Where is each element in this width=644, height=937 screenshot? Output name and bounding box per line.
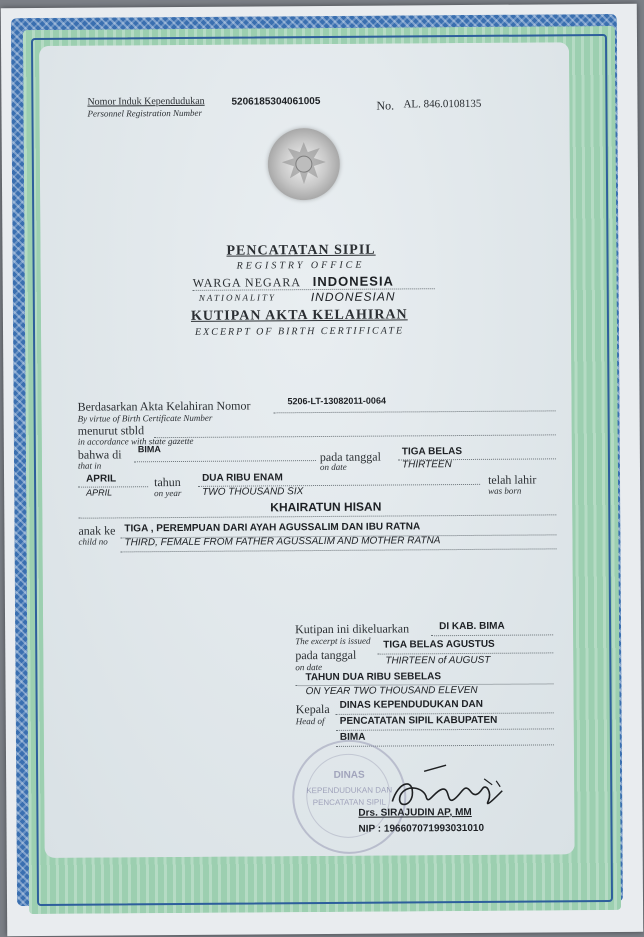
on-date-value: TIGA BELAS [401, 446, 463, 458]
garuda-seal-icon [268, 128, 341, 201]
on-date-line [398, 458, 556, 460]
stamp-line-3: PENCATATAN SIPIL [312, 797, 386, 808]
child-no-label-en: child no [78, 536, 108, 547]
that-in-value: BIMA [137, 444, 161, 455]
on-date-value-en: THIRTEEN [401, 459, 452, 471]
issue-year-value-en: ON YEAR TWO THOUSAND ELEVEN [305, 684, 478, 698]
issue-date-value: TIGA BELAS AGUSTUS [383, 638, 495, 651]
based-line [274, 410, 556, 413]
document-title: KUTIPAN AKTA KELAHIRAN [190, 307, 408, 324]
name-line [78, 514, 556, 518]
head-label-en: Head of [295, 715, 325, 727]
issue-date-value-en: THIRTEEN of AUGUST [385, 654, 491, 667]
nik-label-en: Personnel Registration Number [87, 107, 203, 119]
stamp-line-2: KEPENDUDUKAN DAN [306, 785, 393, 796]
stbld-line [154, 434, 556, 438]
office-title-en: REGISTRY OFFICE [236, 259, 365, 272]
issue-date-label-en: on date [295, 662, 323, 673]
official-name: Drs. SIRAJUDIN AP, MM [358, 806, 472, 819]
on-date-label-en: on date [319, 461, 347, 473]
year-value-en: TWO THOUSAND SIX [202, 486, 304, 498]
document-title-en: EXCERPT OF BIRTH CERTIFICATE [194, 325, 405, 338]
issued-label-en: The excerpt is issued [295, 635, 371, 647]
based-label-en: By virtue of Birth Certificate Number [77, 412, 213, 424]
issued-line [431, 634, 553, 636]
child-no-value-en: THIRD, FEMALE FROM FATHER AGUSSALIM AND MOTHER RATNA [124, 535, 441, 549]
office-title: PENCATATAN SIPIL [226, 242, 376, 259]
month-line [78, 486, 148, 487]
head-line-2: PENCATATAN SIPIL KABUPATEN [339, 714, 498, 727]
that-in-line [134, 460, 316, 462]
head-line-1: DINAS KEPENDUDUKAN DAN [339, 698, 484, 711]
month-value: APRIL [86, 473, 117, 485]
nik-value: 5206185304061005 [231, 96, 321, 108]
no-label: No. [376, 98, 395, 113]
that-in-label: bahwa di [77, 447, 122, 462]
year-value: DUA RIBU ENAM [202, 472, 283, 484]
on-date-label: pada tanggal [319, 449, 381, 465]
year-label-en: on year [154, 487, 182, 499]
based-label: Berdasarkan Akta Kelahiran Nomor [77, 398, 251, 414]
head-label: Kepala [295, 701, 330, 717]
month-value-en: APRIL [86, 487, 113, 498]
child-name: KHAIRATUN HISAN [270, 499, 382, 515]
nationality-label-en: NATIONALITY [198, 292, 277, 303]
head-line-b [336, 728, 554, 731]
stbld-label-en: in accordance with state gazette [77, 435, 194, 447]
child-line-2 [121, 548, 557, 552]
child-no-value: TIGA , PEREMPUAN DARI AYAH AGUSSALIM DAN IBU RATNA [124, 521, 421, 535]
certificate-paper [1, 4, 643, 936]
nationality-value-en: INDONESIAN [310, 289, 396, 305]
that-in-label-en: that in [77, 460, 102, 471]
born-label-en: was born [488, 485, 522, 496]
stamp-line-1: DINAS [333, 769, 365, 781]
certificate-field [39, 42, 575, 858]
nik-label: Nomor Induk Kependudukan [87, 95, 205, 108]
year-label: tahun [154, 474, 181, 490]
no-value: AL. 846.0108135 [403, 97, 482, 111]
nationality-value: INDONESIA [312, 273, 394, 290]
born-label: telah lahir [488, 472, 537, 487]
issue-date-label: pada tanggal [295, 647, 357, 663]
child-no-label: anak ke [78, 523, 116, 538]
birth-cert-number: 5206-LT-13082011-0064 [287, 395, 386, 407]
official-nip: NIP : 196607071993031010 [358, 822, 485, 835]
issued-label: Kutipan ini dikeluarkan [295, 621, 410, 637]
issue-year-value: TAHUN DUA RIBU SEBELAS [305, 671, 442, 684]
year-line [198, 484, 480, 487]
issued-value: DI KAB. BIMA [439, 620, 505, 633]
nationality-label: WARGA NEGARA [192, 275, 302, 290]
stbld-label: menurut stbld [77, 423, 145, 438]
head-line-3: BIMA [339, 731, 366, 743]
